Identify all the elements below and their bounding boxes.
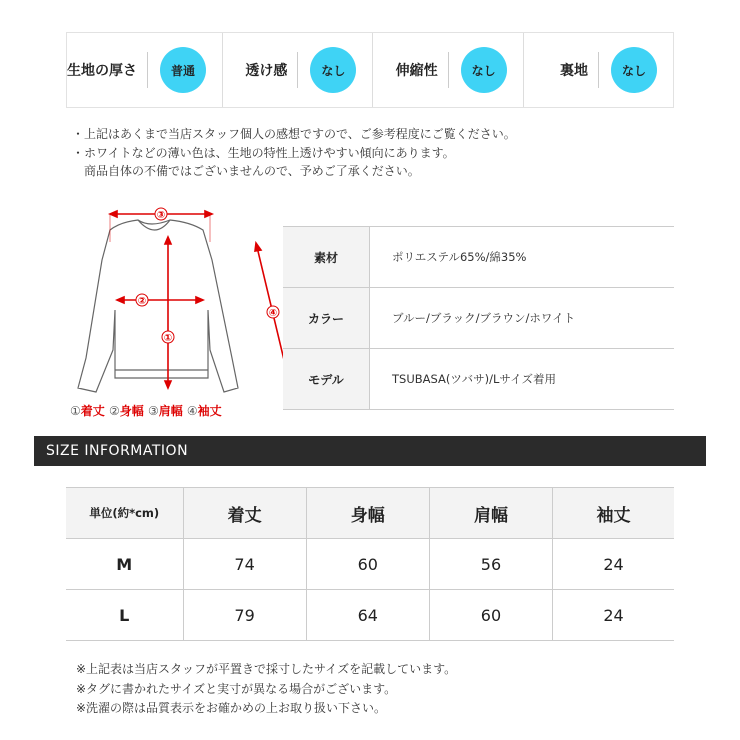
feel-value-badge: なし [611, 47, 657, 93]
column-header: 袖丈 [553, 488, 674, 539]
feel-label: 伸縮性 [395, 63, 438, 79]
legend-label: 袖丈 [197, 404, 222, 418]
legend-label: 身幅 [119, 404, 144, 418]
cell: 79 [183, 590, 306, 641]
legend-num: ② [108, 404, 120, 418]
footnote: ※上記表は当店スタッフが平置きで採寸したサイズを記載しています。 [76, 662, 457, 676]
table-row [66, 539, 674, 590]
cell: 60 [306, 539, 429, 590]
note: 商品自体の不備ではございませんので、予めご了承ください。 [72, 164, 420, 178]
size-table-header [66, 488, 674, 539]
feel-sheerness [223, 33, 373, 107]
fabric-feel-panel [66, 32, 674, 108]
feel-label: 裏地 [559, 63, 588, 79]
sweater-outline-icon [78, 220, 238, 392]
cell: 60 [429, 590, 552, 641]
size-label: M [66, 539, 183, 590]
cell: 64 [306, 590, 429, 641]
legend-label: 着丈 [80, 404, 105, 418]
divider [297, 52, 298, 88]
size-table [66, 487, 674, 641]
marker-length: ① [163, 333, 173, 344]
marker-sleeve: ④ [268, 308, 278, 319]
marker-width: ② [137, 296, 147, 307]
column-header: 肩幅 [429, 488, 552, 539]
feel-label: 透け感 [245, 63, 288, 79]
legend-num: ④ [186, 404, 198, 418]
column-header: 単位(約*cm) [66, 488, 183, 539]
size-information-header: SIZE INFORMATION [34, 436, 706, 466]
footnote: ※洗濯の際は品質表示をお確かめの上お取り扱い下さい。 [76, 701, 387, 715]
spec-value: ブルー/ブラック/ブラウン/ホワイト [392, 311, 576, 325]
spec-label: モデル [283, 349, 370, 409]
legend-num: ③ [147, 404, 159, 418]
feel-lining [524, 33, 673, 107]
cell: 56 [429, 539, 552, 590]
spec-row-color [283, 288, 674, 349]
spec-label: カラー [283, 288, 370, 348]
cell: 24 [553, 590, 674, 641]
feel-value-badge: なし [461, 47, 507, 93]
divider [448, 52, 449, 88]
spec-row-model [283, 349, 674, 410]
table-row [66, 590, 674, 641]
feel-value-badge: なし [310, 47, 356, 93]
divider [147, 52, 148, 88]
spec-row-material [283, 227, 674, 288]
column-header: 身幅 [306, 488, 429, 539]
legend-num: ① [70, 404, 81, 418]
divider [598, 52, 599, 88]
marker-shoulder: ③ [156, 210, 166, 221]
feel-label: 生地の厚さ [67, 63, 137, 79]
cell: 74 [183, 539, 306, 590]
diagram-legend [70, 402, 222, 419]
spec-value: ポリエステル65%/綿35% [392, 250, 527, 264]
size-label: L [66, 590, 183, 641]
feel-value-badge: 普通 [160, 47, 206, 93]
feel-thickness [67, 33, 223, 107]
column-header: 着丈 [183, 488, 306, 539]
legend-label: 肩幅 [158, 404, 183, 418]
sweater-diagram [60, 200, 278, 400]
spec-table [283, 226, 674, 410]
note: ・上記はあくまで当店スタッフ個人の感想ですので、ご参考程度にご覧ください。 [72, 127, 516, 141]
cell: 24 [553, 539, 674, 590]
feel-stretch [373, 33, 523, 107]
spec-value: TSUBASA(ツバサ)/Lサイズ着用 [392, 372, 556, 386]
spec-label: 素材 [283, 227, 370, 287]
note: ・ホワイトなどの薄い色は、生地の特性上透けやすい傾向にあります。 [72, 146, 455, 160]
footnote: ※タグに書かれたサイズと実寸が異なる場合がございます。 [76, 682, 397, 696]
